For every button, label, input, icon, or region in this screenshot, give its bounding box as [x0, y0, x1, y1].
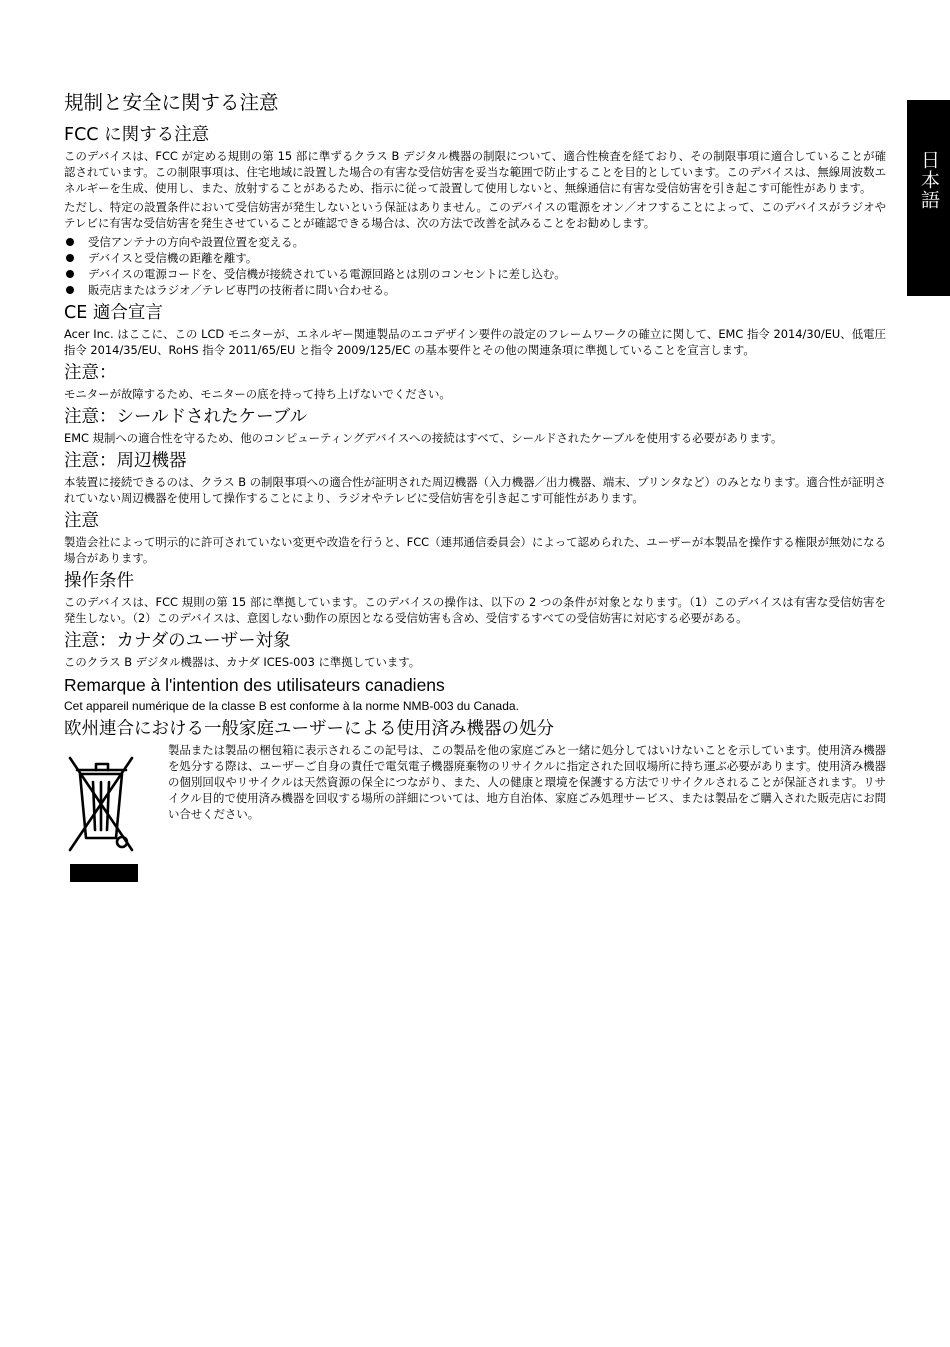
peripherals-heading: 注意：周辺機器: [64, 451, 187, 471]
page-title: 規制と安全に関する注意: [64, 91, 279, 114]
canada-french-text: Cet appareil numérique de la classe B est conforme à la norme NMB-003 du Canada.: [64, 699, 519, 713]
document-body: [64, 88, 886, 825]
list-item: 販売店またはラジオ／テレビ専門の技術者に問い合わせる。: [64, 282, 886, 298]
peripherals-section: [64, 449, 886, 506]
shielded-cable-heading: 注意：シールドされたケーブル: [64, 407, 308, 427]
fcc-heading: FCC に関する注意: [64, 125, 210, 145]
canada-french-section: [64, 673, 886, 714]
crossed-out-wheelie-bin-icon: [66, 752, 138, 884]
shielded-cable-text: EMC 規制への適合性を守るため、他のコンピューティングデバイスへの接続はすべて、シールドされたケーブルを使用する必要があります。: [64, 431, 783, 445]
fcc-section: [64, 123, 886, 298]
ce-text: Acer Inc. はここに、この LCD モニターが、エネルギー関連製品のエコデザイン要件の設定のフレームワークの確立に関して、EMC 指令 2014/30/EU、低電圧指令 2014/35/EU、RoHS 指令 2011/65/EU と指令 2009/125/EC の基本要件とその他の関連条項に準拠していることを宣言します。: [64, 327, 886, 357]
fcc-bullet-list: [64, 234, 886, 298]
ce-section: [64, 301, 886, 358]
operating-conditions-text: このデバイスは、FCC 規則の第 15 部に準拠しています。このデバイスの操作は、以下の 2 つの条件が対象となります。（1）このデバイスは有害な受信妨害を発生しない。（2）このデバイスは、意図しない動作の原因となる受信妨害も含め、受信するすべての受信妨害に対応する必要がある。: [64, 595, 886, 625]
canada-text: このクラス B デジタル機器は、カナダ ICES-003 に準拠しています。: [64, 655, 421, 669]
list-item: デバイスと受信機の距離を離す。: [64, 250, 886, 266]
operating-conditions-section: [64, 569, 886, 626]
weee-body: [64, 742, 886, 822]
fcc-paragraph-2: ただし、特定の設置条件において受信妨害が発生しないという保証はありません。このデバイスの電源をオン／オフすることによって、このデバイスがラジオやテレビに有害な受信妨害を発生させていることが確認できる場合は、次の方法で改善を試みることをお勧めします。: [64, 200, 886, 230]
weee-heading: 欧州連合における一般家庭ユーザーによる使用済み機器の処分: [64, 719, 554, 739]
operating-conditions-heading: 操作条件: [64, 571, 134, 591]
canada-french-heading: Remarque à l'intention des utilisateurs canadiens: [64, 675, 445, 695]
ce-heading: CE 適合宣言: [64, 303, 163, 323]
fcc-paragraph-1: このデバイスは、FCC が定める規則の第 15 部に準ずるクラス B デジタル機器の制限について、適合性検査を経ており、その制限事項に適合していることが確認されています。この制限事項は、住宅地域に設置した場合の有害な受信妨害を妥当な範囲で防止することを目的としています。このデバイスは、無線周波数エネルギーを生成、使用し、また、放射することがあるため、指示に従って設置して使用しないと、無線通信に有害な受信妨害を引き起こす可能性があります。: [64, 149, 886, 195]
canada-heading: 注意：カナダのユーザー対象: [64, 631, 291, 651]
modification-caution-heading: 注意: [64, 511, 99, 531]
language-tab: [907, 100, 950, 296]
modification-caution-text: 製造会社によって明示的に許可されていない変更や改造を行うと、FCC（連邦通信委員会）によって認められた、ユーザーが本製品を操作する権限が無効になる場合があります。: [64, 535, 886, 565]
list-item: デバイスの電源コードを、受信機が接続されている電源回路とは別のコンセントに差し込む。: [64, 266, 886, 282]
list-item: 受信アンテナの方向や設置位置を変える。: [64, 234, 886, 250]
caution-lift-text: モニターが故障するため、モニターの底を持って持ち上げないでください。: [64, 387, 451, 401]
weee-section: [64, 717, 886, 822]
canada-section: [64, 629, 886, 670]
caution-lift-heading: 注意：: [64, 363, 117, 383]
shielded-cable-section: [64, 405, 886, 446]
peripherals-text: 本装置に接続できるのは、クラス B の制限事項への適合性が証明された周辺機器（入力機器／出力機器、端末、プリンタなど）のみとなります。適合性が証明されていない周辺機器を使用して操作することにより、ラジオやテレビに受信妨害を引き起こす可能性があります。: [64, 475, 886, 505]
weee-text: 製品または製品の梱包箱に表示されるこの記号は、この製品を他の家庭ごみと一緒に処分してはいけないことを示しています。使用済み機器を処分する際は、ユーザーご自身の責任で電気電子機器廃棄物のリサイクルに指定された回収場所に持ち運ぶ必要があります。使用済み機器の個別回収やリサイクルは天然資源の保全につながり、また、人の健康と環境を保護する方法でリサイクルされることが保証されます。リサイクル目的で使用済み機器を回収する場所の詳細については、地方自治体、家庭ごみ処理サービス、または製品をご購入された販売店にお問い合せください。: [168, 743, 886, 821]
modification-caution-section: [64, 509, 886, 566]
language-tab-label: 日本語: [918, 150, 940, 210]
caution-lift-section: [64, 361, 886, 402]
